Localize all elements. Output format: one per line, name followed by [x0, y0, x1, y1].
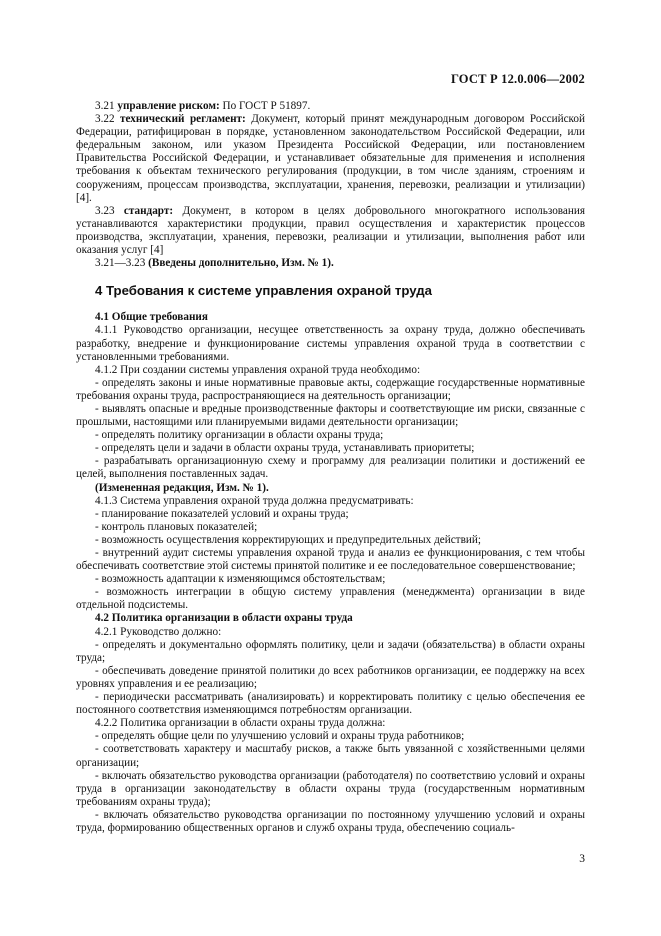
clause-number: 3.21	[95, 100, 115, 112]
list-item: - определять и документально оформлять политику, цели и задачи (обязательства) в области охраны труда;	[76, 638, 585, 664]
list-4-1-2	[76, 377, 585, 482]
definition-3-22	[76, 113, 585, 205]
list-item: - периодически рассматривать (анализировать) и корректировать политику с целью обеспечения ее постоянного соответствия изменяющимся потребностям организации.	[76, 691, 585, 717]
definition-text: Документ, который принят международным договором Российской Федерации, ратифицирован в порядке, установленном законодательством Российской Федерации, или федеральным законом, или указом Президента Российской Федерации, или постановлением Правительства Российской Федерации, и устанавливает обязательные для применения и исполнения требования к объектам технического регулирования (продукции, в том числе зданиям, строениям и сооружениям, процессам производства, эксплуатации, хранения, перевозки, реализации и утилизации) [4].	[76, 113, 586, 204]
subsection-heading: 4.2 Политика организации в области охраны труда	[95, 612, 353, 625]
list-item: - контроль плановых показателей;	[95, 520, 258, 533]
clause-4-2-2: 4.2.2 Политика организации в области охраны труда должна:	[95, 717, 386, 730]
clause-range: 3.21—3.23	[95, 257, 146, 270]
term: стандарт:	[123, 204, 174, 217]
definition-3-21	[76, 100, 585, 113]
definition-text: По ГОСТ Р 51897.	[222, 100, 311, 112]
section-heading: 4 Требования к системе управления охраной труда	[95, 283, 432, 299]
document-body	[76, 100, 585, 835]
list-item: - включать обязательство руководства организации по постоянному улучшению условий и охраны труда, формированию общественных органов и служб охраны труда, обеспечению социаль-	[76, 808, 585, 834]
amendment-text: (Введены дополнительно, Изм. № 1).	[148, 257, 334, 270]
term: технический регламент:	[120, 113, 246, 126]
clause-number: 3.23	[95, 204, 115, 217]
list-item: - возможность адаптации к изменяющимся обстоятельствам;	[95, 573, 386, 586]
amendment-note: (Измененная редакция, Изм. № 1).	[95, 481, 269, 494]
clause-number: 3.22	[95, 113, 115, 126]
amendment-note	[76, 257, 585, 270]
list-4-1-3	[76, 508, 585, 613]
definition-3-23	[76, 205, 585, 257]
list-item: - соответствовать характеру и масштабу рисков, а также быть увязанной с хозяйственными целями организации;	[76, 743, 585, 769]
list-item: - планирование показателей условий и охраны труда;	[95, 507, 349, 520]
clause-4-1-1: 4.1.1 Руководство организации, несущее ответственность за охрану труда, должно обеспечивать разработку, внедрение и функционирование системы управления охраной труда в соответствии с установленными требованиями.	[76, 324, 585, 363]
list-item: - определять общие цели по улучшению условий и охраны труда работников;	[95, 730, 465, 743]
list-4-2-2	[76, 730, 585, 835]
list-item: - включать обязательство руководства организации (работодателя) по соответствию условий и охраны труда в организации законодательству в области охраны труда (государственным нормативным требованиям охраны труда);	[76, 769, 585, 808]
clause-4-2-1: 4.2.1 Руководство должно:	[95, 625, 222, 638]
list-item: - внутренний аудит системы управления охраной труда и анализ ее функционирования, с тем чтобы обеспечивать соответствие этой системы принятой политике и ее последовательное совершенствование;	[76, 547, 585, 573]
clause-4-1-3: 4.1.3 Система управления охраной труда должна предусматривать:	[95, 494, 414, 507]
definition-text: Документ, в котором в целях добровольного многократного использования устанавливаются характеристики продукции, правил осуществления и характеристик процессов производства, эксплуатации, хранения, перевозки, реализации и утилизации, выполнения работ или оказания услуг [4]	[76, 204, 586, 257]
clause-4-1-2: 4.1.2 При создании системы управления охраной труда необходимо:	[95, 363, 421, 376]
list-item: - обеспечивать доведение принятой политики до всех работников организации, ее поддержку на всех уровнях управления и ее реализацию;	[76, 664, 585, 690]
list-item: - определять политику организации в области охраны труда;	[95, 429, 384, 442]
list-item: - разрабатывать организационную схему и программу для реализации политики и достижений ее целей, выполнения поставленных задач.	[76, 455, 585, 481]
subsection-heading: 4.1 Общие требования	[95, 311, 208, 324]
list-4-2-1	[76, 639, 585, 718]
list-item: - возможность осуществления корректирующих и предупредительных действий;	[95, 533, 481, 546]
term: управление риском:	[117, 100, 220, 112]
list-item: - возможность интеграции в общую систему управления (менеджмента) организации в виде отдельной подсистемы.	[76, 586, 585, 612]
page-number: 3	[579, 853, 585, 865]
list-item: - выявлять опасные и вредные производственные факторы и соответствующие им риски, связанные с прошлыми, настоящими или планируемыми видами деятельности организации;	[76, 402, 585, 429]
document-header: ГОСТ Р 12.0.006—2002	[450, 72, 585, 86]
list-item: - определять законы и иные нормативные правовые акты, содержащие государственные нормативные требования охраны труда, распространяющиеся на деятельность организации;	[76, 376, 585, 402]
list-item: - определять цели и задачи в области охраны труда, устанавливать приоритеты;	[95, 442, 475, 455]
